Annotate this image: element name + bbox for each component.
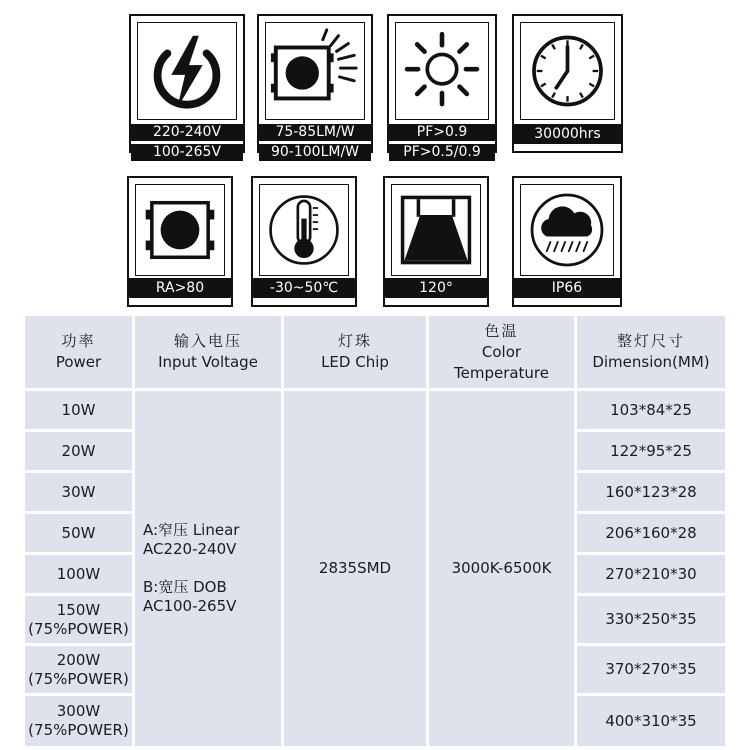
power-note: (75%POWER) [28,619,129,638]
icon-tile-efficiency [257,14,373,160]
led-chip-lumen-icon [265,22,365,120]
color-temperature-cell [429,391,574,746]
header-power-zh: 功率 [61,332,96,350]
temperature-range-label: -30~50℃ [253,278,355,298]
icon-tile-power-factor [387,14,497,160]
dimension-cell [577,555,725,593]
voltage-narrow-label: 220-240V [131,124,243,141]
power-cell [25,596,132,643]
power-factor-label-2: PF>0.5/0.9 [389,144,495,161]
power-cell [25,432,132,470]
dimension-cell [577,473,725,511]
power-value: 200W [56,650,101,669]
clock-icon [520,22,615,120]
dimension-value: 160*123*28 [605,482,697,501]
input-voltage-cell [135,391,281,746]
header-dimension-en: Dimension(MM) [592,353,710,371]
icon-tile-temperature [251,176,357,307]
icon-tile-ra [127,176,233,307]
power-note: (75%POWER) [28,721,129,739]
header-color-temperature-zh: 色温 [484,321,519,340]
icon-tile-lifetime [512,14,623,153]
power-cell [25,514,132,552]
dimension-value: 270*210*30 [605,564,697,583]
thermometer-icon [259,184,349,276]
voltage-wide-label: 100-265V [131,144,243,161]
icon-tile-ip-rating [512,176,622,307]
voltage-option-b-value: AC100-265V [143,597,237,615]
power-cell [25,555,132,593]
header-color-temperature [429,316,574,388]
dimension-value: 206*160*28 [605,523,697,542]
dimension-value: 400*310*35 [605,711,697,730]
ra-chip-icon [135,184,225,276]
dimension-cell [577,514,725,552]
beam-angle-icon [391,184,481,276]
sun-icon [395,22,489,120]
dimension-cell [577,596,725,643]
color-temperature-value: 3000K-6500K [451,559,552,577]
led-chip-value: 2835SMD [318,559,392,577]
power-note: (75%POWER) [28,669,129,688]
header-led-chip [284,316,426,388]
header-input-voltage-zh: 输入电压 [173,332,242,350]
header-color-temperature-en2: Temperature [453,363,550,382]
power-cell [25,646,132,693]
header-color-temperature-en1: Color [481,342,522,361]
dimension-value: 370*270*35 [605,660,697,678]
power-lightning-icon [137,22,237,120]
power-value: 10W [61,400,96,419]
header-dimension-zh: 整灯尺寸 [616,332,685,350]
lumen-efficiency-label-2: 90-100LM/W [259,144,371,161]
dimension-cell [577,646,725,693]
ip-rating-label: IP66 [514,278,620,298]
header-led-chip-en: LED Chip [321,353,389,371]
dimension-cell [577,696,725,746]
voltage-option-a-value: AC220-240V [143,540,237,558]
rain-cloud-icon [520,184,614,276]
led-chip-cell [284,391,426,746]
header-dimension [577,316,725,388]
voltage-option-a-title: A:窄压 Linear [143,521,240,539]
spec-table [25,316,725,746]
icon-tile-voltage [129,14,245,160]
icon-tile-beam-angle [383,176,489,307]
dimension-cell [577,432,725,470]
lumen-efficiency-label-1: 75-85LM/W [259,124,371,141]
power-value: 20W [61,441,96,460]
power-value: 50W [61,523,96,542]
power-value: 300W [56,702,101,720]
power-cell [25,473,132,511]
header-input-voltage [135,316,281,388]
power-value: 30W [61,482,96,501]
dimension-value: 122*95*25 [610,441,692,460]
power-cell [25,391,132,429]
lifetime-label: 30000hrs [514,124,621,144]
power-value: 150W [56,600,101,619]
header-power [25,316,132,388]
dimension-cell [577,391,725,429]
dimension-value: 103*84*25 [610,400,692,419]
header-input-voltage-en: Input Voltage [158,353,258,371]
ra-label: RA>80 [129,278,231,298]
power-cell [25,696,132,746]
power-factor-label-1: PF>0.9 [389,124,495,141]
header-power-en: Power [55,353,102,371]
beam-angle-label: 120° [385,278,487,298]
voltage-option-b-title: B:宽压 DOB [143,578,227,596]
header-led-chip-zh: 灯珠 [337,332,372,350]
power-value: 100W [56,564,101,583]
dimension-value: 330*250*35 [605,610,697,628]
